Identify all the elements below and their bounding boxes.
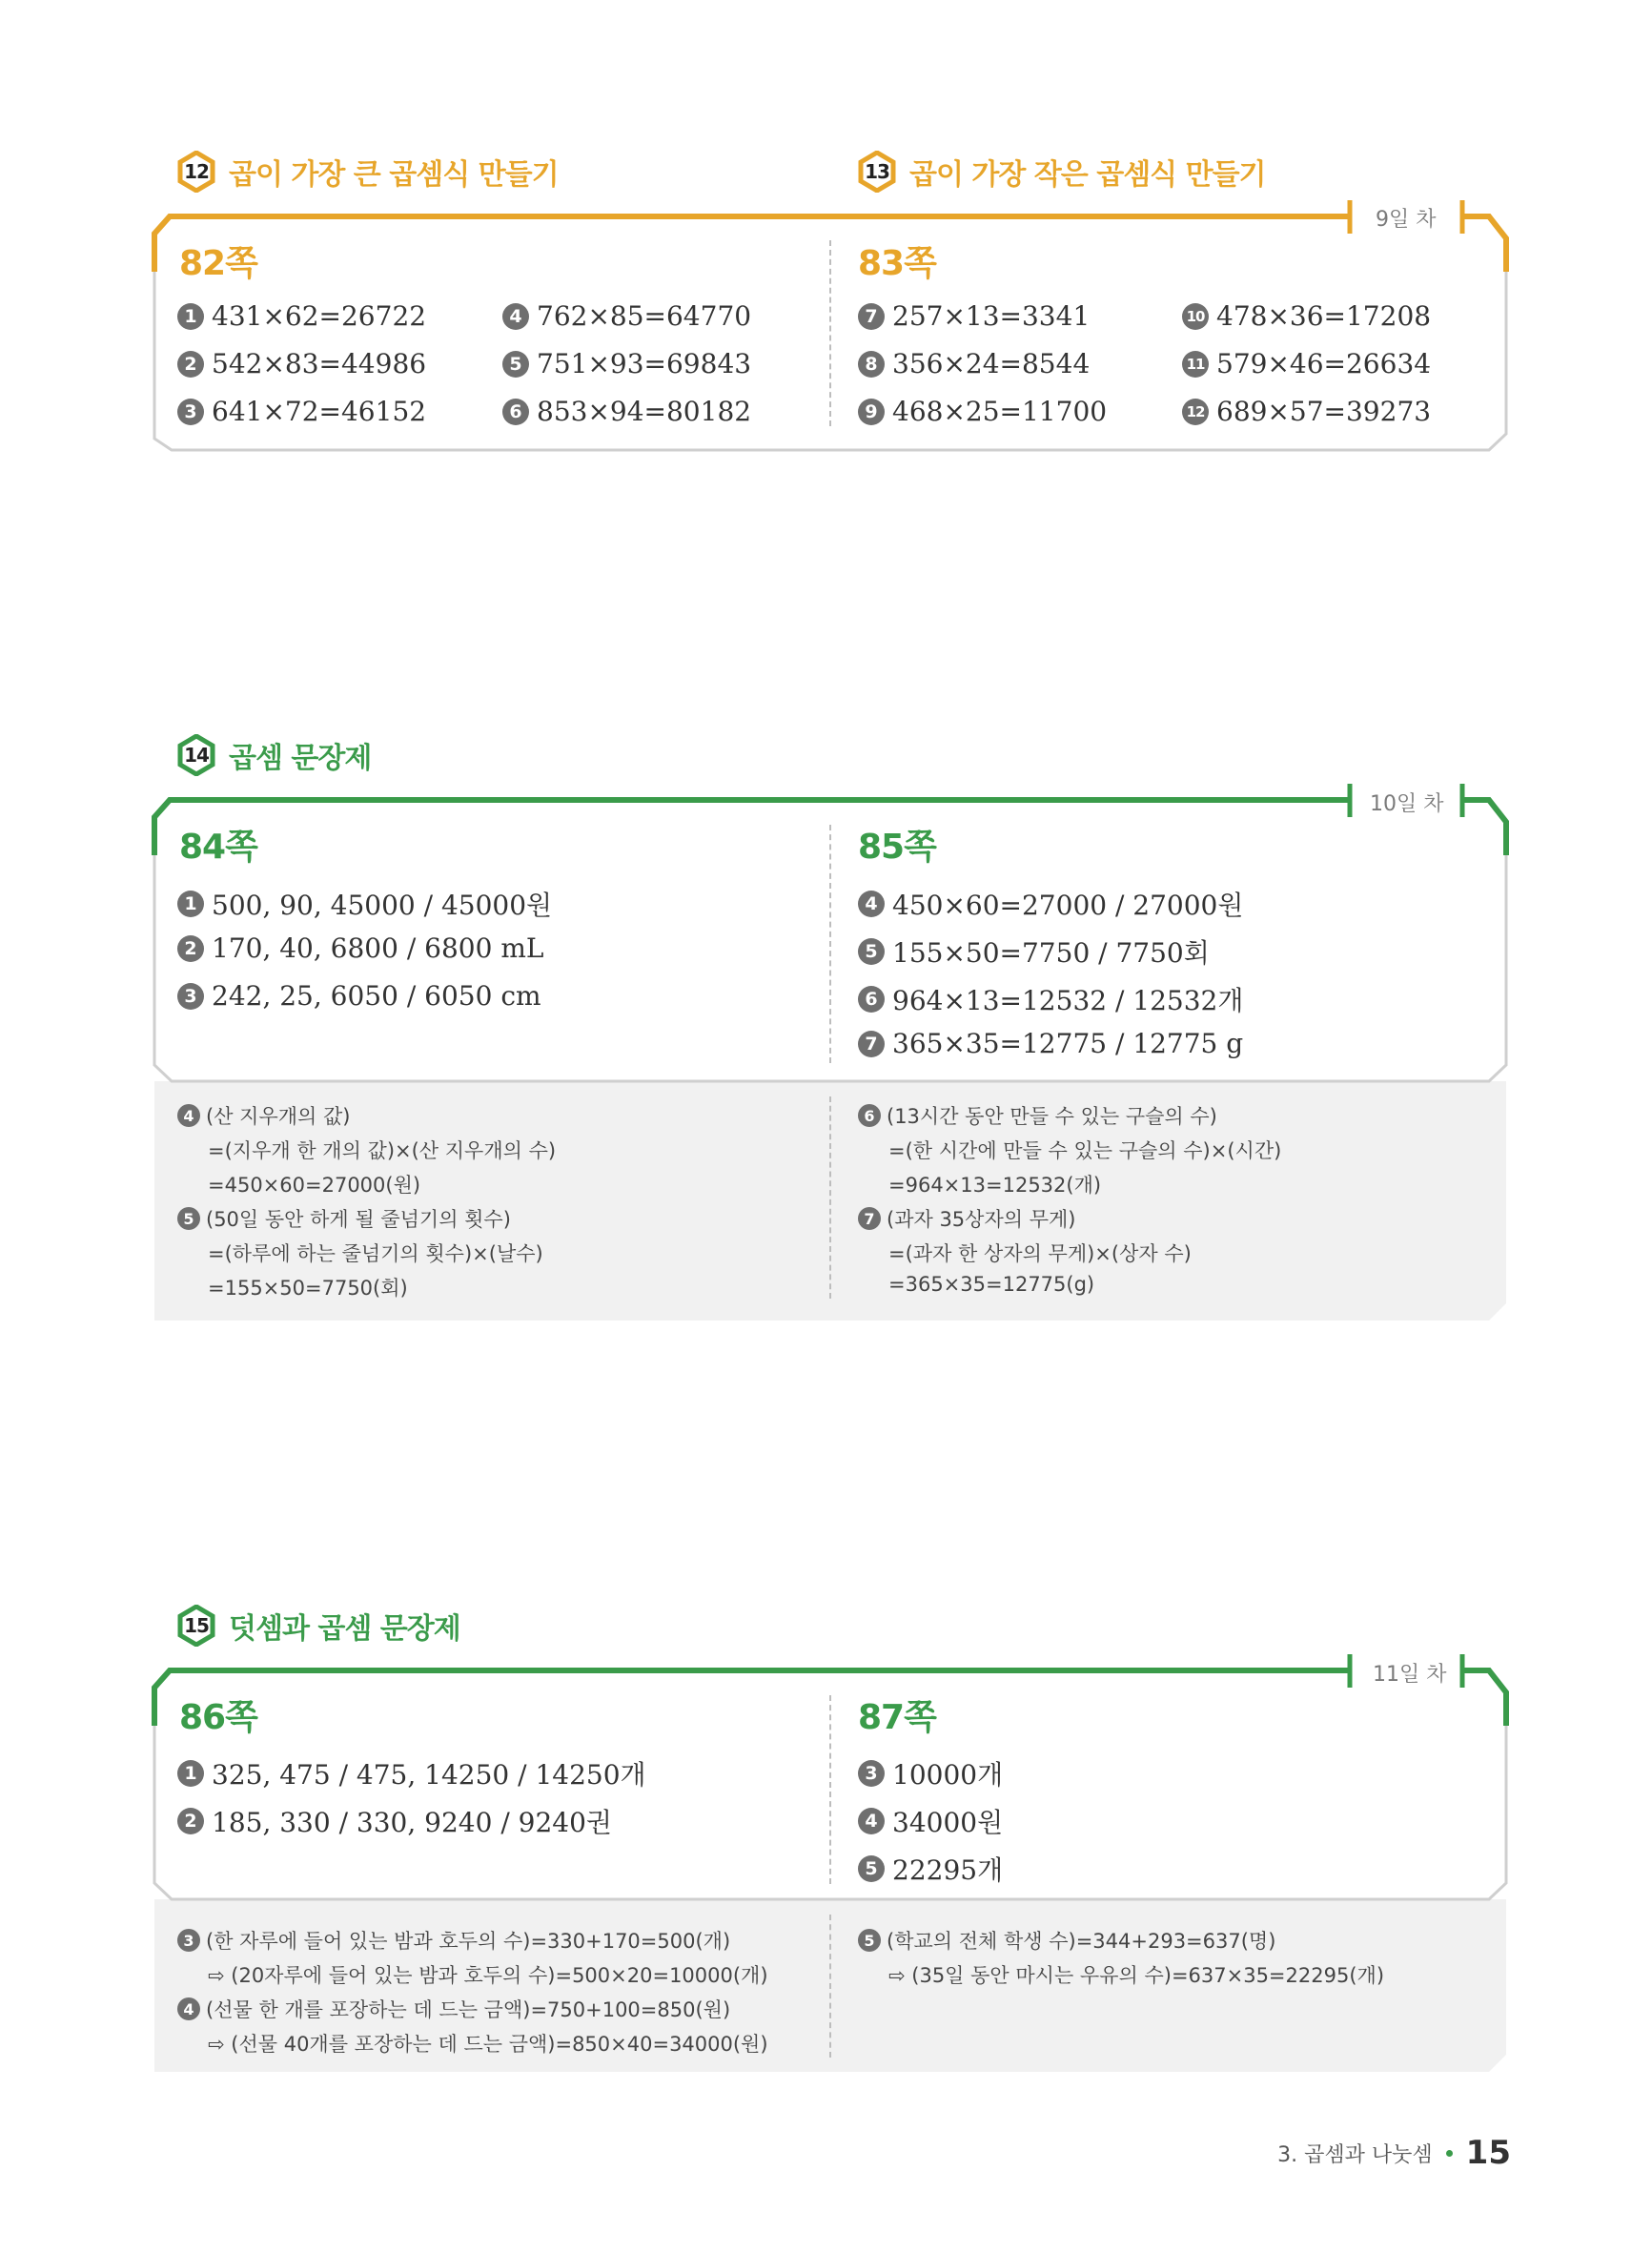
answer-item: 4 450×60=27000 / 27000원 [858, 885, 1243, 923]
solution-line: 4 (선물 한 개를 포장하는 데 드는 금액)=750+100=850(원) [177, 1995, 730, 2023]
answer-item: 4 762×85=64770 [502, 300, 751, 332]
section-number-badge: 14 [175, 734, 217, 776]
solution-line: =(한 시간에 만들 수 있는 구슬의 수)×(시간) [888, 1139, 1282, 1162]
answer-item: 2 185, 330 / 330, 9240 / 9240권 [177, 1802, 612, 1840]
section-13-title [856, 151, 1266, 193]
page-header-right: 83쪽 [858, 244, 936, 283]
answer-item: 3 641×72=46152 [177, 396, 426, 427]
answer-item: 12 689×57=39273 [1182, 396, 1431, 427]
answer-item: 4 34000원 [858, 1802, 1003, 1840]
solution-line: 3 (한 자루에 들어 있는 밤과 호두의 수)=330+170=500(개) [177, 1926, 730, 1955]
solution-line: 6 (13시간 동안 만들 수 있는 구슬의 수) [858, 1101, 1217, 1130]
section-15-title [175, 1605, 460, 1647]
page-number: 15 [1465, 2134, 1511, 2172]
solution-line: =450×60=27000(원) [208, 1174, 421, 1197]
answer-item: 1 325, 475 / 475, 14250 / 14250개 [177, 1754, 646, 1792]
answer-item: 8 356×24=8544 [858, 348, 1090, 379]
answer-item: 6 853×94=80182 [502, 396, 751, 427]
solution-line: ⇨ (20자루에 들어 있는 밤과 호두의 수)=500×20=10000(개) [208, 1964, 768, 1987]
answer-item: 7 365×35=12775 / 12775 g [858, 1028, 1243, 1059]
answer-item: 7 257×13=3341 [858, 300, 1090, 332]
chapter-label: 3. 곱셈과 나눗셈 [1277, 2142, 1433, 2167]
solution-line: ⇨ (선물 40개를 포장하는 데 드는 금액)=850×40=34000(원) [208, 2033, 768, 2056]
section-number-badge: 12 [175, 151, 217, 193]
section-14-title [175, 734, 371, 776]
solution-line: =365×35=12775(g) [888, 1273, 1095, 1296]
day-label: 11일 차 [1373, 1663, 1447, 1687]
column-divider [829, 1695, 831, 1884]
solution-line: =964×13=12532(개) [888, 1174, 1102, 1197]
column-divider [829, 825, 831, 1063]
day-label: 9일 차 [1376, 208, 1437, 232]
section-12-title [175, 151, 559, 193]
answer-item: 5 751×93=69843 [502, 348, 751, 379]
day-label: 10일 차 [1370, 792, 1444, 816]
solution-line: =(지우개 한 개의 값)×(산 지우개의 수) [208, 1139, 557, 1162]
solution-line: =(하루에 하는 줄넘기의 횟수)×(날수) [208, 1242, 543, 1265]
answer-item: 11 579×46=26634 [1182, 348, 1431, 379]
answer-item: 2 170, 40, 6800 / 6800 mL [177, 932, 543, 964]
section-title-text: 곱이 가장 큰 곱셈식 만들기 [229, 158, 559, 192]
bullet-dot-icon [1446, 2150, 1453, 2157]
solution-line: 4 (산 지우개의 값) [177, 1101, 350, 1130]
page-header-right: 85쪽 [858, 828, 936, 867]
section-title-text: 곱이 가장 작은 곱셈식 만들기 [909, 158, 1266, 192]
answer-item: 1 500, 90, 45000 / 45000원 [177, 885, 552, 923]
page-header-left: 82쪽 [179, 244, 257, 283]
section-title-text: 곱셈 문장제 [229, 742, 372, 775]
solution-line: 5 (학교의 전체 학생 수)=344+293=637(명) [858, 1926, 1275, 1955]
page-footer [1277, 2134, 1511, 2172]
answer-item: 5 22295개 [858, 1850, 1003, 1888]
column-divider [829, 1915, 831, 2058]
solution-line: =155×50=7750(회) [208, 1277, 408, 1300]
page-header-right: 87쪽 [858, 1698, 936, 1737]
answer-item: 3 242, 25, 6050 / 6050 cm [177, 980, 541, 1012]
answer-item: 2 542×83=44986 [177, 348, 426, 379]
column-divider [829, 240, 831, 426]
answer-item: 9 468×25=11700 [858, 396, 1107, 427]
section-number-badge: 15 [175, 1605, 217, 1647]
answer-item: 1 431×62=26722 [177, 300, 426, 332]
section-title-text: 덧셈과 곱셈 문장제 [229, 1612, 460, 1646]
answer-item: 10 478×36=17208 [1182, 300, 1431, 332]
page-header-left: 84쪽 [179, 828, 257, 867]
answer-item: 6 964×13=12532 / 12532개 [858, 980, 1243, 1018]
column-divider [829, 1096, 831, 1299]
solution-line: 7 (과자 35상자의 무게) [858, 1204, 1075, 1233]
solution-line: ⇨ (35일 동안 마시는 우유의 수)=637×35=22295(개) [888, 1964, 1385, 1987]
answer-item: 5 155×50=7750 / 7750회 [858, 932, 1210, 971]
page-header-left: 86쪽 [179, 1698, 257, 1737]
answer-item: 3 10000개 [858, 1754, 1003, 1792]
solution-line: =(과자 한 상자의 무게)×(상자 수) [888, 1242, 1192, 1265]
section-number-badge: 13 [856, 151, 898, 193]
solution-line: 5 (50일 동안 하게 될 줄넘기의 횟수) [177, 1204, 511, 1233]
